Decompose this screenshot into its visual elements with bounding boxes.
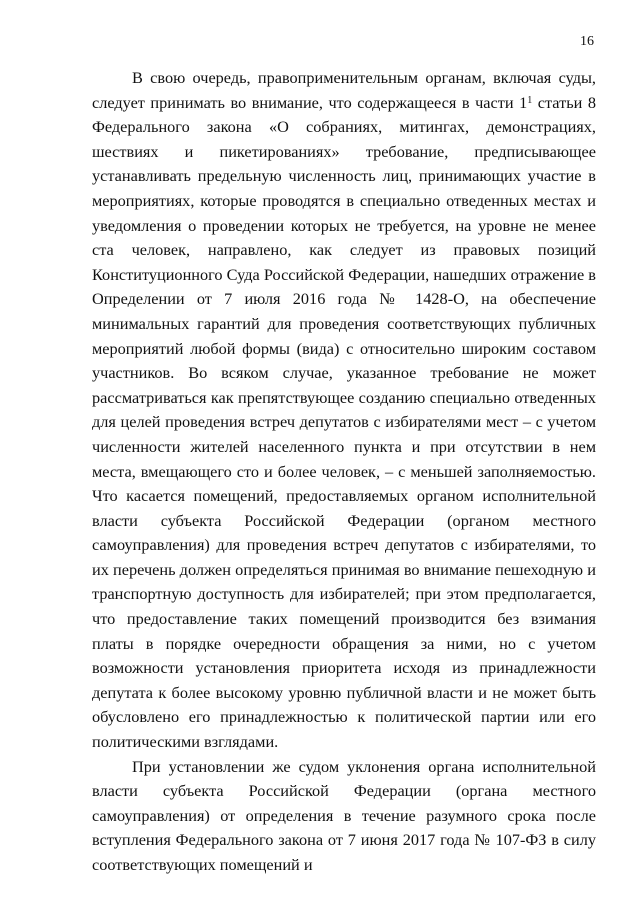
paragraph-1 bbox=[92, 66, 596, 755]
paragraph-2: При установлении же судом уклонения органа исполнительной власти субъекта Российской Федерации (органа местного самоуправления) от определения в течение разумного срока после вступления Федерального закона от 7 июня 2017 года № 107-ФЗ в силу соответствующих помещений и bbox=[92, 756, 596, 874]
paragraph-1-text-end: статьи 8 Федерального закона «О собраниях, митингах, демонстрациях, шествиях и пикетированиях» требование, предписывающее устанавливать предельную численность лиц, принимающих участие в мероприятиях, которые проводятся в специально отведенных местах и уведомления о проведении которых не требуется, на уровне не менее ста человек, направлено, как следует из правовых позиций Конституционного Суда Российской Федерации, нашедших отражение в Определении от 7 июля 2016 года № 1428-О, на обеспечение минимальных гарантий для проведения соответствующих публичных мероприятий любой формы (вида) с относительно широким составом участников. Во всяком случае, указанное требование не может рассматриваться как препятствующее созданию специально отведенных для целей проведения встреч депутатов с избирателями мест – с учетом численности жителей населенного пункта и при отсутствии в нем места, вмещающего сто и более человек, – с меньшей заполняемостью. Что касается помещений, предоставляемых органом исполнительной власти субъекта Российской Федерации (органом местного самоуправления) для проведения встреч депутатов с избирателями, то их перечень должен определяться принимая во внимание пешеходную и транспортную доступность для избирателей; при этом предполагается, что предоставление таких помещений производится без взимания платы в порядке очередности обращения за ними, но с учетом возможности установления приоритета исходя из принадлежности депутата к более высокому уровню публичной власти и не может быть обусловлено его принадлежностью к политической партии или его политическими взглядами. bbox=[92, 92, 596, 752]
paragraph-1-text-start: В свою очередь, правоприменительным органам, включая суды, следует принимать во внимание, что содержащееся в части 1 bbox=[92, 68, 596, 112]
page-number: 16 bbox=[580, 34, 594, 49]
footnote-superscript: 1 bbox=[527, 94, 533, 106]
document-body bbox=[92, 66, 596, 878]
